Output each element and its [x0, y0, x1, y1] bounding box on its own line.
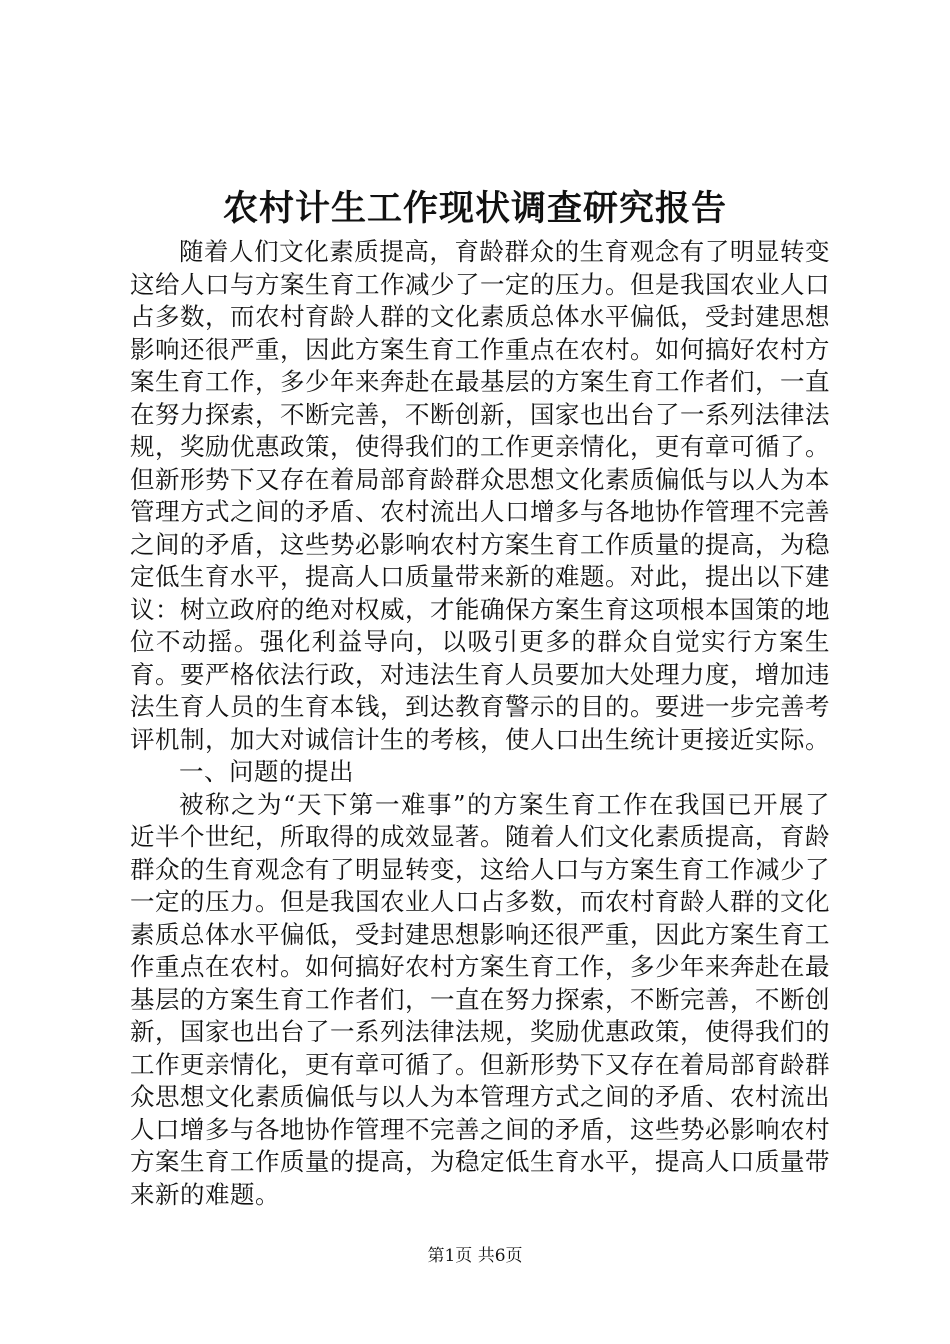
page-footer: 第1页 共6页: [427, 1246, 523, 1266]
document-title: 农村计生工作现状调查研究报告: [222, 188, 727, 229]
paragraph-intro: 随着人们文化素质提高，育龄群众的生育观念有了明显转变这给人口与方案生育工作减少了一定的压力。但是我国农业人口占多数，而农村育龄人群的文化素质总体水平偏低，受封建思想影响还很严重，因此方案生育工作重点在农村。如何搞好农村方案生育工作，多少年来奔赴在最基层的方案生育工作者们，一直在努力探索，不断完善，不断创新，国家也出台了一系列法律法规，奖励优惠政策，使得我们的工作更亲情化，更有章可循了。但新形势下又存在着局部育龄群众思想文化素质偏低与以人为本管理方式之间的矛盾、农村流出人口增多与各地协作管理不完善之间的矛盾，这些势必影响农村方案生育工作质量的提高，为稳定低生育水平，提高人口质量带来新的难题。对此，提出以下建议：树立政府的绝对权威，才能确保方案生育这项根本国策的地位不动摇。强化利益导向，以吸引更多的群众自觉实行方案生育。要严格依法行政，对违法生育人员要加大处理力度，增加违法生育人员的生育本钱，到达教育警示的目的。要进一步完善考评机制，加大对诚信计生的考核，使人口出生统计更接近实际。: [130, 237, 830, 754]
document-body: [130, 236, 830, 1211]
paragraph-problem: 被称之为“天下第一难事”的方案生育工作在我国已开展了近半个世纪，所取得的成效显著。随着人们文化素质提高，育龄群众的生育观念有了明显转变，这给人口与方案生育工作减少了一定的压力。但是我国农业人口占多数，而农村育龄人群的文化素质总体水平偏低，受封建思想影响还很严重，因此方案生育工作重点在农村。如何搞好农村方案生育工作，多少年来奔赴在最基层的方案生育工作者们，一直在努力探索，不断完善，不断创新，国家也出台了一系列法律法规，奖励优惠政策，使得我们的工作更亲情化，更有章可循了。但新形势下又存在着局部育龄群众思想文化素质偏低与以人为本管理方式之间的矛盾、农村流出人口增多与各地协作管理不完善之间的矛盾，这些势必影响农村方案生育工作质量的提高，为稳定低生育水平，提高人口质量带来新的难题。: [130, 789, 830, 1209]
section-heading: 一、问题的提出: [179, 757, 354, 786]
